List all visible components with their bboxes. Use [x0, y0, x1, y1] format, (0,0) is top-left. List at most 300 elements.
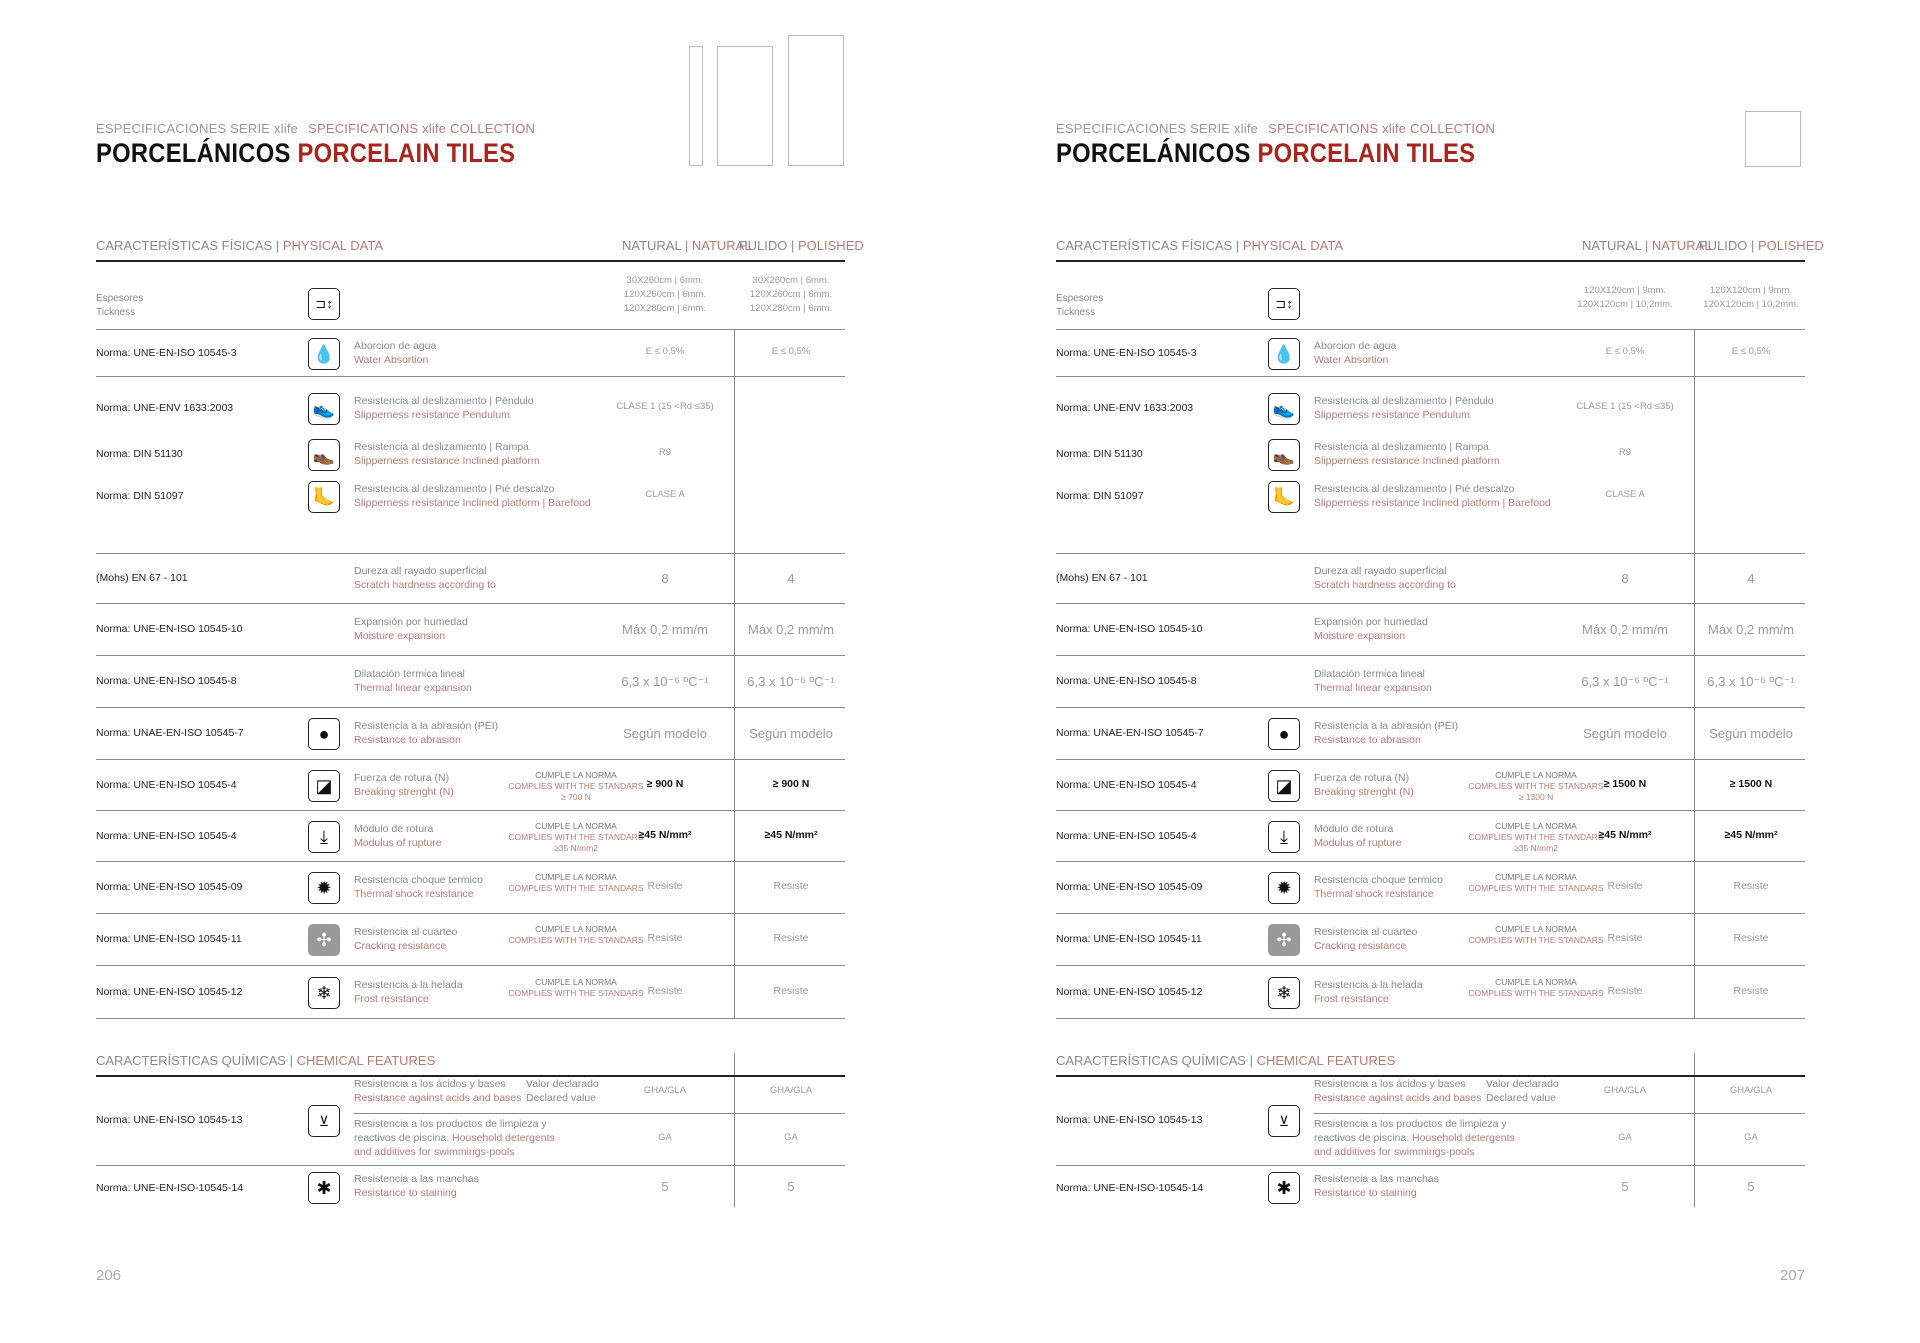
spec-description — [1314, 440, 1500, 468]
desc-en: Water Absortion — [1314, 354, 1389, 366]
value-polished: Resiste — [1733, 985, 1769, 997]
value-polished: E ≤ 0,5% — [771, 346, 811, 357]
std-line: CUMPLE LA NORMA — [535, 977, 617, 987]
spec-description — [354, 925, 457, 953]
stain-icon: ✱ — [308, 1172, 340, 1204]
col1-en: NATURAL — [691, 238, 752, 253]
norm-label: Norma: UNE-EN-ISO-10545-14 — [1056, 1182, 1204, 1194]
col1-en: NATURAL — [1651, 238, 1712, 253]
chem-staining-desc: Resistencia a las manchas Resistance to staining — [354, 1173, 479, 1199]
col-polished-header: PULIDO | POLISHED — [1699, 238, 1824, 253]
value-natural: CLASE 1 (15 <Rd ≤35) — [616, 401, 714, 412]
std-line: ≥35 N/mm2 — [554, 843, 598, 853]
std-line: ≥35 N/mm2 — [1514, 843, 1558, 853]
desc-en: Breaking strenght (N) — [1314, 786, 1414, 798]
value-natural: CLASE A — [1605, 489, 1645, 500]
thickness-line: 120X120cm | 10,2mm. — [1703, 299, 1799, 310]
breaking-strength-icon: ◪ — [308, 770, 340, 802]
value-polished: Resiste — [773, 985, 809, 997]
value-polished: Máx 0,2 mm/m — [1708, 622, 1794, 637]
barefoot-icon: 🦶 — [308, 481, 340, 513]
desc-en: Thermal linear expansion — [354, 682, 472, 694]
std-line: COMPLIES WITH THE STANDARS — [1468, 988, 1604, 998]
value-natural: GHA/GLA — [1603, 1085, 1647, 1096]
value-polished: 6,3 x 10⁻⁶ ºC⁻¹ — [1707, 674, 1795, 689]
col2-en: POLISHED — [1758, 238, 1824, 253]
spec-description — [354, 822, 442, 850]
norm-label: Norma: UNE-ENV 1633:2003 — [1056, 402, 1194, 414]
value-natural: Según modelo — [623, 726, 707, 741]
chemical-sep: | — [285, 1053, 297, 1068]
water-drop-icon: 💧 — [308, 338, 340, 370]
value-natural: E ≤ 0,5% — [1605, 346, 1645, 357]
norm-label: Norma: UNE-EN-ISO 10545-11 — [1056, 933, 1202, 945]
chemical-beaker-icon: ⊻ — [1268, 1105, 1300, 1137]
physical-title-en: PHYSICAL DATA — [1242, 238, 1344, 253]
thickness-line: 120X280cm | 6mm. — [749, 303, 833, 314]
physical-sep: | — [272, 238, 283, 253]
value-polished: Según modelo — [749, 726, 833, 741]
std-line: COMPLIES WITH THE STANDARS — [1468, 883, 1604, 893]
spec-row — [96, 330, 845, 377]
thickness-row — [96, 264, 845, 330]
value-natural: CLASE A — [645, 489, 685, 500]
value-natural: ≥45 N/mm² — [1598, 829, 1652, 841]
cracking-icon: ✣ — [308, 924, 340, 956]
desc-es: Módulo de rotura — [1314, 823, 1394, 835]
norm-label: Norma: UNE-ENV 1633:2003 — [96, 402, 234, 414]
rupture-modulus-icon: ⤓ — [1268, 821, 1300, 853]
std-line: CUMPLE LA NORMA — [1495, 821, 1577, 831]
chemical-title-en: CHEMICAL FEATURES — [1256, 1053, 1396, 1068]
desc-es: Resistencia choque termico — [1314, 874, 1443, 886]
value-natural: Máx 0,2 mm/m — [622, 622, 708, 637]
norm-label: Norma: UNE-EN-ISO 10545-3 — [96, 347, 237, 359]
value-polished: 5 — [1747, 1179, 1755, 1194]
value-polished: E ≤ 0,5% — [1731, 346, 1771, 357]
thermal-shock-icon: ✹ — [1268, 872, 1300, 904]
format-120x120 — [1745, 111, 1801, 167]
norm-label: Norma: UNAE-EN-ISO 10545-7 — [1056, 727, 1204, 739]
value-natural: Resiste — [1607, 985, 1643, 997]
spec-row — [1056, 966, 1805, 1019]
value-natural: Resiste — [647, 932, 683, 944]
eyebrow-en: SPECIFICATIONS xlife COLLECTION — [308, 121, 536, 136]
thickness-row — [1056, 264, 1805, 330]
desc-en: Slipperness resistance Pendulum — [354, 409, 510, 421]
desc-en: Slipperness resistance Inclined platform | Barefood — [354, 497, 591, 509]
value-natural: R9 — [658, 447, 672, 458]
chem-row-staining — [96, 1166, 845, 1210]
spec-description — [1314, 925, 1417, 953]
std-line: CUMPLE LA NORMA — [535, 821, 617, 831]
std-line: COMPLIES WITH THE STANDARS — [1468, 832, 1604, 842]
desc-es: Resistencia a la abrasión (PEI) — [1314, 720, 1459, 732]
desc-es: Resistencia a la abrasión (PEI) — [354, 720, 499, 732]
spec-description — [1314, 873, 1443, 901]
desc-en: Slipperness resistance Inclined platform — [1314, 455, 1500, 467]
value-polished: 6,3 x 10⁻⁶ ºC⁻¹ — [747, 674, 835, 689]
desc-en: Resistance to abrasion — [354, 734, 461, 746]
value-natural: ≥ 900 N — [646, 778, 684, 790]
spec-row — [96, 708, 845, 760]
value-natural: 6,3 x 10⁻⁶ ºC⁻¹ — [621, 674, 709, 689]
norm-label: Norma: UNE-EN-ISO 10545-3 — [1056, 347, 1197, 359]
chemical-title-es: CARACTERÍSTICAS QUÍMICAS — [1056, 1053, 1246, 1068]
value-natural: ≥45 N/mm² — [638, 829, 692, 841]
eyebrow — [1056, 121, 1495, 136]
value-natural: GA — [1618, 1132, 1632, 1143]
spec-description — [1314, 978, 1423, 1006]
norm-label: Norma: UNE-EN-ISO 10545-11 — [96, 933, 242, 945]
spec-row — [1056, 760, 1805, 811]
desc-en: Slipperness resistance Pendulum — [1314, 409, 1470, 421]
shoe-ramp-icon: 👞 — [308, 439, 340, 471]
thickness-line: 30X260cm | 6mm. — [752, 275, 830, 286]
desc-es: Resistencia al deslizamiento | Péndulo — [1314, 395, 1494, 407]
spec-description — [354, 873, 483, 901]
norm-label: Norma: UNE-EN-ISO 10545-8 — [96, 675, 237, 687]
desc-es: Fuerza de rotura (N) — [1314, 772, 1410, 784]
norm-label: Norma: UNE-EN-ISO 10545-4 — [96, 830, 237, 842]
norm-label: Norma: UNE-EN-ISO 10545-12 — [96, 986, 243, 998]
value-polished: ≥ 900 N — [772, 778, 810, 790]
spec-row — [1056, 554, 1805, 604]
chem-row-acids — [1056, 1077, 1805, 1166]
value-polished: 5 — [787, 1179, 795, 1194]
desc-en: Moisture expansion — [1314, 630, 1406, 642]
value-polished: ≥ 1500 N — [1729, 778, 1773, 790]
desc-es: Dilatación termica lineal — [354, 668, 465, 680]
col1-es: NATURAL — [1582, 238, 1642, 253]
std-line: CUMPLE LA NORMA — [1495, 872, 1577, 882]
shoe-ramp-icon: 👞 — [1268, 439, 1300, 471]
abrasion-icon: ● — [1268, 718, 1300, 750]
spec-row — [1056, 330, 1805, 377]
norm-label: Norma: DIN 51130 — [96, 448, 183, 460]
desc-en: Slipperness resistance Inclined platform — [354, 455, 540, 467]
desc-en: Frost resistance — [354, 993, 429, 1005]
value-natural: Máx 0,2 mm/m — [1582, 622, 1668, 637]
value-natural: R9 — [1618, 447, 1632, 458]
page-title — [1056, 138, 1475, 169]
spec-row — [96, 554, 845, 604]
title-es: PORCELÁNICOS — [96, 138, 291, 168]
shoe-clase-icon: 👟 — [1268, 393, 1300, 425]
value-polished: Resiste — [1733, 880, 1769, 892]
desc-en: Frost resistance — [1314, 993, 1389, 1005]
col2-en: POLISHED — [798, 238, 864, 253]
col2-es: PULIDO — [1699, 238, 1748, 253]
desc-es: Resistencia al deslizamiento | Rampa — [1314, 441, 1489, 453]
thermal-shock-icon: ✹ — [308, 872, 340, 904]
chem-row-staining — [1056, 1166, 1805, 1210]
value-natural: 8 — [1621, 571, 1629, 586]
chem-acids-desc: Resistencia a los ácidos y bases Resistance against acids and bases — [354, 1078, 522, 1104]
chemical-title-en: CHEMICAL FEATURES — [296, 1053, 436, 1068]
norm-label: Norma: UNE-EN-ISO 10545-4 — [1056, 779, 1197, 791]
value-natural: Resiste — [1607, 932, 1643, 944]
physical-title-es: CARACTERÍSTICAS FÍSICAS — [96, 238, 273, 253]
std-line: CUMPLE LA NORMA — [535, 924, 617, 934]
norm-label: Norma: UNE-EN-ISO 10545-10 — [1056, 623, 1203, 635]
desc-en: Modulus of rupture — [354, 837, 442, 849]
thickness-line: 120X280cm | 6mm. — [623, 303, 707, 314]
spec-row — [96, 656, 845, 708]
chem-detergents-desc: Resistencia a los productos de limpieza y reactivos de piscina. Household detergents and additives for swimmings-pools — [1314, 1118, 1515, 1158]
desc-en: Moisture expansion — [354, 630, 446, 642]
std-line: CUMPLE LA NORMA — [1495, 977, 1577, 987]
desc-es: Aborcion de agua — [354, 340, 437, 352]
physical-title-es: CARACTERÍSTICAS FÍSICAS — [1056, 238, 1233, 253]
thickness-line: 120X120cm | 9mm. — [1709, 285, 1793, 296]
spec-description — [354, 339, 436, 367]
norm-label: Norma: UNE-EN-ISO 10545-4 — [1056, 830, 1197, 842]
title-en: PORCELAIN TILES — [297, 138, 516, 168]
value-natural: Resiste — [1607, 880, 1643, 892]
frost-icon: ❄ — [1268, 977, 1300, 1009]
spec-description — [1314, 667, 1432, 695]
inner-divider — [354, 1113, 845, 1114]
spec-description — [354, 564, 496, 592]
desc-es: Resistencia al cuarteo — [1314, 926, 1418, 938]
column-divider — [734, 1077, 735, 1207]
thickness-line: 120X120cm | 10,2mm. — [1577, 299, 1673, 310]
desc-en: Breaking strenght (N) — [354, 786, 454, 798]
thickness-natural — [1570, 284, 1680, 312]
desc-es: Fuerza de rotura (N) — [354, 772, 450, 784]
std-line: COMPLIES WITH THE STANDARS — [1468, 781, 1604, 791]
col-natural-header: NATURAL | NATURAL — [622, 238, 752, 253]
spec-row — [96, 604, 845, 656]
cracking-icon: ✣ — [1268, 924, 1300, 956]
value-natural: Resiste — [647, 985, 683, 997]
value-polished: Máx 0,2 mm/m — [748, 622, 834, 637]
desc-es: Resistencia a la helada — [1314, 979, 1423, 991]
chem-staining-desc: Resistencia a las manchas Resistance to staining — [1314, 1173, 1439, 1199]
format-120x280 — [788, 35, 844, 166]
page-number: 206 — [96, 1267, 122, 1284]
chemical-header — [1056, 1053, 1805, 1077]
value-polished: Según modelo — [1709, 726, 1793, 741]
desc-en: Water Absortion — [354, 354, 429, 366]
spec-description — [354, 978, 463, 1006]
desc-en: Resistance to abrasion — [1314, 734, 1421, 746]
desc-en: Cracking resistance — [354, 940, 447, 952]
spec-row — [96, 966, 845, 1019]
std-line: CUMPLE LA NORMA — [535, 872, 617, 882]
column-divider — [1694, 1053, 1695, 1075]
slip-resistance-group — [96, 377, 845, 554]
norm-label: Norma: DIN 51130 — [1056, 448, 1143, 460]
physical-sep: | — [1232, 238, 1243, 253]
desc-es: Resistencia al deslizamiento | Pié descalzo — [1314, 483, 1515, 495]
norm-label: Norma: DIN 51097 — [96, 490, 184, 502]
std-line: ≥ 700 N — [561, 792, 591, 802]
title-es: PORCELÁNICOS — [1056, 138, 1251, 168]
value-polished: ≥45 N/mm² — [764, 829, 818, 841]
eyebrow-en: SPECIFICATIONS xlife COLLECTION — [1268, 121, 1496, 136]
std-line: COMPLIES WITH THE STANDARS — [508, 935, 644, 945]
spec-description — [1314, 564, 1456, 592]
chem-row-acids — [96, 1077, 845, 1166]
abrasion-icon: ● — [308, 718, 340, 750]
thickness-line: 120X120cm | 9mm. — [1583, 285, 1667, 296]
spec-description — [354, 482, 591, 510]
eyebrow — [96, 121, 535, 136]
value-natural: 6,3 x 10⁻⁶ ºC⁻¹ — [1581, 674, 1669, 689]
norm-label: Norma: UNE-EN-ISO 10545-12 — [1056, 986, 1203, 998]
std-line: COMPLIES WITH THE STANDARS — [508, 988, 644, 998]
value-polished: Resiste — [773, 932, 809, 944]
norm-label: Norma: UNE-EN-ISO 10545-13 — [1056, 1114, 1203, 1126]
chem-declared-value: Valor declarado Declared value — [526, 1078, 599, 1104]
water-drop-icon: 💧 — [1268, 338, 1300, 370]
spec-description — [354, 771, 454, 799]
spec-description — [1314, 719, 1458, 747]
col1-es: NATURAL — [622, 238, 682, 253]
spec-row — [96, 914, 845, 966]
spec-row — [1056, 604, 1805, 656]
shoe-clase-icon: 👟 — [308, 393, 340, 425]
desc-es: Resistencia al deslizamiento | Péndulo — [354, 395, 534, 407]
eyebrow-es: ESPECIFICACIONES SERIE xlife — [1056, 121, 1259, 136]
spec-description — [354, 394, 534, 422]
spec-row — [1056, 914, 1805, 966]
stain-icon: ✱ — [1268, 1172, 1300, 1204]
thickness-label: Espesores Tickness — [1056, 293, 1104, 318]
title-en: PORCELAIN TILES — [1257, 138, 1476, 168]
norm-label: (Mohs) EN 67 - 101 — [1056, 572, 1148, 584]
std-line: CUMPLE LA NORMA — [1495, 924, 1577, 934]
page-title — [96, 138, 515, 169]
desc-en: Thermal shock resistance — [1314, 888, 1434, 900]
desc-en: Thermal linear expansion — [1314, 682, 1432, 694]
col2-es: PULIDO — [739, 238, 788, 253]
page-number: 207 — [1779, 1267, 1805, 1284]
thickness-line: 30X260cm | 6mm. — [626, 275, 704, 286]
norm-label: Norma: UNE-EN-ISO 10545-13 — [96, 1114, 243, 1126]
desc-es: Dilatación termica lineal — [1314, 668, 1425, 680]
norm-label: Norma: UNE-EN-ISO 10545-4 — [96, 779, 237, 791]
slip-resistance-group — [1056, 377, 1805, 554]
norm-label: Norma: UNE-EN-ISO-10545-14 — [96, 1182, 244, 1194]
value-polished: ≥45 N/mm² — [1724, 829, 1778, 841]
std-line: COMPLIES WITH THE STANDARS — [508, 781, 644, 791]
norm-label: Norma: DIN 51097 — [1056, 490, 1144, 502]
norm-label: Norma: UNE-EN-ISO 10545-10 — [96, 623, 243, 635]
spec-description — [354, 719, 498, 747]
value-polished: 4 — [1747, 571, 1755, 586]
thickness-line: 120X260cm | 6mm. — [749, 289, 833, 300]
chemical-title-es: CARACTERÍSTICAS QUÍMICAS — [96, 1053, 286, 1068]
spec-row — [96, 760, 845, 811]
column-divider — [1694, 1077, 1695, 1207]
inner-divider — [1314, 1113, 1805, 1114]
physical-title-en: PHYSICAL DATA — [282, 238, 384, 253]
value-natural: Según modelo — [1583, 726, 1667, 741]
thickness-polished — [1696, 284, 1806, 312]
std-line: COMPLIES WITH THE STANDARS — [508, 883, 644, 893]
spec-row — [1056, 708, 1805, 760]
desc-es: Resistencia al deslizamiento | Rampa — [354, 441, 529, 453]
value-natural: GHA/GLA — [643, 1085, 687, 1096]
physical-header — [1056, 238, 1824, 262]
rupture-modulus-icon: ⤓ — [308, 821, 340, 853]
desc-es: Resistencia choque termico — [354, 874, 483, 886]
chem-detergents-desc: Resistencia a los productos de limpieza y reactivos de piscina. Household detergents and additives for swimmings-pools — [354, 1118, 555, 1158]
std-line: COMPLIES WITH THE STANDARS — [508, 832, 644, 842]
value-natural: E ≤ 0,5% — [645, 346, 685, 357]
desc-en: Modulus of rupture — [1314, 837, 1402, 849]
value-natural: 5 — [661, 1179, 669, 1194]
chemical-beaker-icon: ⊻ — [308, 1105, 340, 1137]
value-polished: Resiste — [773, 880, 809, 892]
spec-row — [1056, 656, 1805, 708]
desc-en: Cracking resistance — [1314, 940, 1407, 952]
value-natural: 8 — [661, 571, 669, 586]
breaking-strength-icon: ◪ — [1268, 770, 1300, 802]
spec-row — [96, 811, 845, 862]
desc-en: Slipperness resistance Inclined platform | Barefood — [1314, 497, 1551, 509]
value-polished: Resiste — [1733, 932, 1769, 944]
physical-header — [96, 238, 864, 262]
thickness-label: Espesores Tickness — [96, 293, 144, 318]
chemical-sep: | — [1245, 1053, 1257, 1068]
std-line: CUMPLE LA NORMA — [535, 770, 617, 780]
value-natural: GA — [658, 1132, 672, 1143]
spec-description — [354, 440, 540, 468]
barefoot-icon: 🦶 — [1268, 481, 1300, 513]
spec-description — [1314, 822, 1402, 850]
format-120x260 — [717, 46, 773, 166]
spec-description — [1314, 771, 1414, 799]
chemical-header — [96, 1053, 845, 1077]
spec-description — [1314, 339, 1396, 367]
thickness-line: 120X260cm | 6mm. — [623, 289, 707, 300]
spec-row — [96, 862, 845, 914]
value-natural: CLASE 1 (15 <Rd ≤35) — [1576, 401, 1674, 412]
desc-en: Thermal shock resistance — [354, 888, 474, 900]
thickness-icon: ⊐↕ — [308, 288, 340, 320]
norm-label: (Mohs) EN 67 - 101 — [96, 572, 188, 584]
norm-label: Norma: UNAE-EN-ISO 10545-7 — [96, 727, 244, 739]
spec-description — [354, 615, 468, 643]
eyebrow-es: ESPECIFICACIONES SERIE xlife — [96, 121, 299, 136]
col-natural-header: NATURAL | NATURAL — [1582, 238, 1712, 253]
value-polished: GHA/GLA — [1729, 1085, 1773, 1096]
desc-es: Resistencia al deslizamiento | Pié descalzo — [354, 483, 555, 495]
column-divider — [734, 1053, 735, 1075]
value-polished: GA — [784, 1132, 798, 1143]
spec-row — [1056, 862, 1805, 914]
desc-es: Dureza all rayado superficial — [354, 565, 487, 577]
desc-en: Scratch hardness according to — [354, 579, 496, 591]
norm-label: Norma: UNE-EN-ISO 10545-09 — [96, 881, 243, 893]
norm-label: Norma: UNE-EN-ISO 10545-8 — [1056, 675, 1197, 687]
spec-description — [1314, 615, 1428, 643]
spec-description — [1314, 394, 1494, 422]
std-line: COMPLIES WITH THE STANDARS — [1468, 935, 1604, 945]
desc-es: Expansión por humedad — [354, 616, 468, 628]
desc-es: Módulo de rotura — [354, 823, 434, 835]
thickness-polished — [736, 274, 846, 316]
chem-acids-desc: Resistencia a los ácidos y bases Resistance against acids and bases — [1314, 1078, 1482, 1104]
value-polished: GA — [1744, 1132, 1758, 1143]
norm-label: Norma: UNE-EN-ISO 10545-09 — [1056, 881, 1203, 893]
std-line: CUMPLE LA NORMA — [1495, 770, 1577, 780]
spec-row — [1056, 811, 1805, 862]
